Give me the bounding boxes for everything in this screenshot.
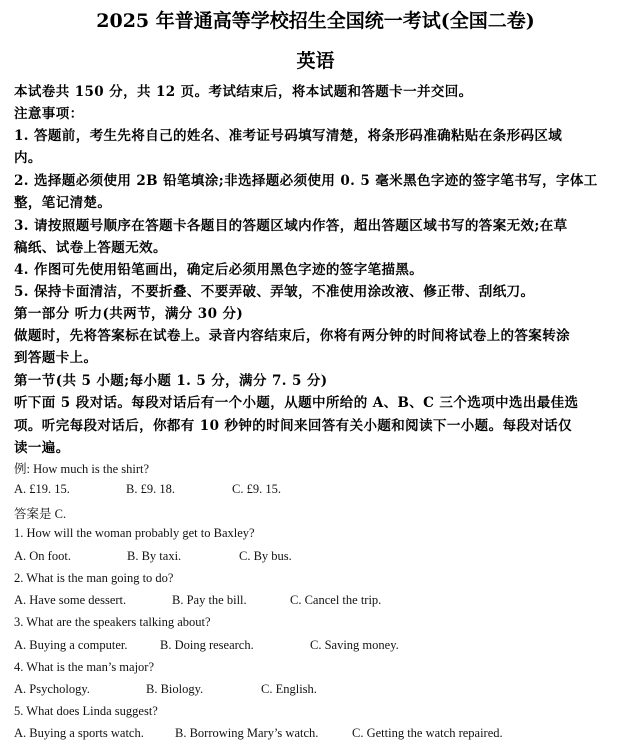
question-5: 5. What does Linda suggest? (14, 704, 158, 718)
option-c: C. £9. 15. (232, 482, 281, 496)
option-c: C. Saving money. (310, 638, 399, 652)
option-a: A. Psychology. (14, 682, 90, 696)
note-line: 3. 请按照题号顺序在答题卡各题目的答题区域内作答，超出答题区域书写的答案无效;在草 (14, 218, 568, 234)
exam-subject: 英语 (296, 50, 335, 72)
note-line: 内。 (14, 150, 42, 166)
notes-heading: 注意事项： (14, 106, 84, 122)
question-4: 4. What is the man’s major? (14, 660, 155, 674)
option-b: B. Biology. (146, 682, 204, 696)
option-b: B. By taxi. (127, 549, 182, 563)
part1-instruction: 做题时，先将答案标在试卷上。录音内容结束后，你将有两分钟的时间将试卷上的答案转涂 (14, 328, 570, 344)
exam-title: 2025 年普通高等学校招生全国统一考试(全国二卷) (96, 10, 535, 32)
note-line: 稿纸、试卷上答题无效。 (14, 240, 167, 256)
part1-instruction: 到答题卡上。 (14, 350, 98, 366)
note-line: 5. 保持卡面清洁，不要折叠、不要弄破、弄皱，不准使用涂改液、修正带、刮纸刀。 (14, 284, 535, 300)
question-2: 2. What is the man going to do? (14, 571, 174, 585)
question-3: 3. What are the speakers talking about? (14, 615, 211, 629)
option-c: C. By bus. (239, 549, 292, 563)
option-b: B. Borrowing Mary’s watch. (175, 726, 319, 740)
section1-instruction: 项。听完每段对话后，你都有 10 秒钟的时间来回答有关小题和阅读下一小题。每段对话仅 (14, 418, 572, 434)
option-a: A. On foot. (14, 549, 71, 563)
option-c: C. Cancel the trip. (290, 593, 382, 607)
note-line: 4. 作图可先使用铅笔画出，确定后必须用黑色字迹的签字笔描黑。 (14, 262, 424, 278)
option-a: A. Buying a sports watch. (14, 726, 144, 740)
option-a: A. Have some dessert. (14, 593, 127, 607)
option-b: B. Doing research. (160, 638, 254, 652)
question-1: 1. How will the woman probably get to Baxley? (14, 526, 255, 540)
option-c: C. Getting the watch repaired. (352, 726, 503, 740)
section1-heading: 第一节(共 5 小题;每小题 1. 5 分，满分 7. 5 分) (14, 373, 328, 389)
part1-heading: 第一部分 听力(共两节，满分 30 分) (14, 306, 244, 322)
intro-text: 本试卷共 150 分，共 12 页。考试结束后，将本试题和答题卡一并交回。 (14, 84, 473, 100)
option-b: B. Pay the bill. (172, 593, 247, 607)
option-c: C. English. (261, 682, 317, 696)
note-line: 2. 选择题必须使用 2B 铅笔填涂;非选择题必须使用 0. 5 毫米黑色字迹的签字笔书写，字体工 (14, 173, 598, 189)
note-line: 1. 答题前，考生先将自己的姓名、准考证号码填写清楚，将条形码准确粘贴在条形码区域 (14, 128, 563, 144)
example-question: 例: How much is the shirt? (14, 462, 150, 476)
option-a: A. Buying a computer. (14, 638, 128, 652)
example-answer: 答案是 C. (14, 507, 67, 521)
section1-instruction: 读一遍。 (14, 440, 70, 456)
section1-instruction: 听下面 5 段对话。每段对话后有一个小题，从题中所给的 A、B、C 三个选项中选出最佳选 (14, 395, 579, 411)
option-a: A. £19. 15. (14, 482, 70, 496)
option-b: B. £9. 18. (126, 482, 175, 496)
note-line: 整，笔记清楚。 (14, 195, 112, 211)
